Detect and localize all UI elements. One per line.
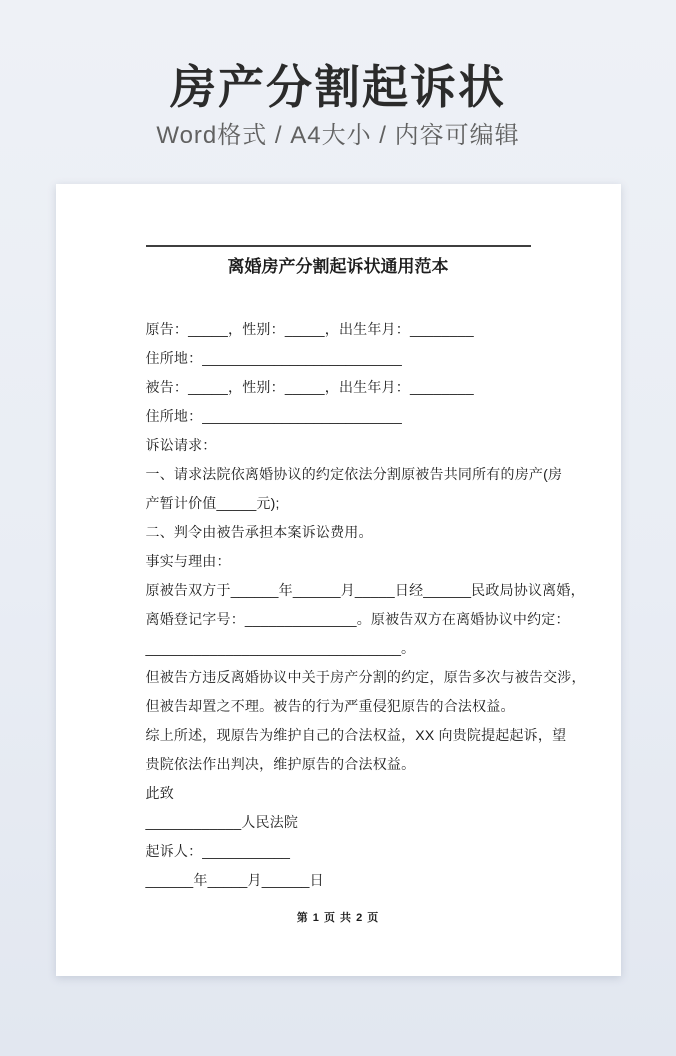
page-title: 房产分割起诉状: [170, 61, 506, 113]
doc-line-claim-1b: 产暂计价值_____元);: [145, 495, 280, 512]
doc-line-claims-heading: 诉讼请求：: [145, 437, 217, 454]
doc-line-salute: 此致: [145, 785, 174, 802]
doc-line-claim-1a: 一、请求法院依离婚协议的约定依法分割原被告共同所有的房产(房: [145, 466, 563, 483]
doc-line-summary-1: 综上所述，现原告为维护自己的合法权益，XX 向贵院提起起诉，望: [145, 727, 567, 744]
doc-line-summary-2: 贵院依法作出判决，维护原告的合法权益。: [145, 756, 416, 773]
doc-line-facts-blank: ________________________________。: [145, 640, 416, 657]
doc-line-defendant-address: 住所地：_________________________: [145, 408, 402, 425]
page-subtitle: Word格式 / A4大小 / 内容可编辑: [156, 122, 520, 150]
doc-line-facts-4: 但被告却置之不理。被告的行为严重侵犯原告的合法权益。: [145, 698, 515, 715]
doc-line-prosecutor: 起诉人：___________: [145, 843, 291, 860]
doc-line-defendant: 被告：_____，性别：_____，出生年月：________: [145, 379, 474, 396]
doc-line-date: ______年_____月______日: [145, 872, 324, 889]
preview-header: [0, 0, 676, 151]
title-rule: [146, 245, 531, 247]
doc-line-plaintiff-address: 住所地：_________________________: [145, 350, 402, 367]
page-number: 第 1 页 共 2 页: [296, 912, 380, 925]
doc-line-facts-2: 离婚登记字号：______________。原被告双方在离婚协议中约定：: [145, 611, 570, 628]
doc-line-facts-heading: 事实与理由：: [145, 553, 231, 570]
document-title: 离婚房产分割起诉状通用范本: [227, 257, 449, 277]
doc-line-facts-1: 原被告双方于______年______月_____日经______民政局协议离婚，: [145, 582, 585, 599]
document-page: [56, 184, 621, 976]
doc-line-plaintiff: 原告：_____，性别：_____，出生年月：________: [145, 321, 474, 338]
doc-line-court: ____________人民法院: [145, 814, 299, 831]
document-body: [145, 315, 586, 895]
doc-line-claim-2: 二、判令由被告承担本案诉讼费用。: [145, 524, 373, 541]
doc-line-facts-3: 但被告方违反离婚协议中关于房产分割的约定，原告多次与被告交涉，: [145, 669, 586, 686]
